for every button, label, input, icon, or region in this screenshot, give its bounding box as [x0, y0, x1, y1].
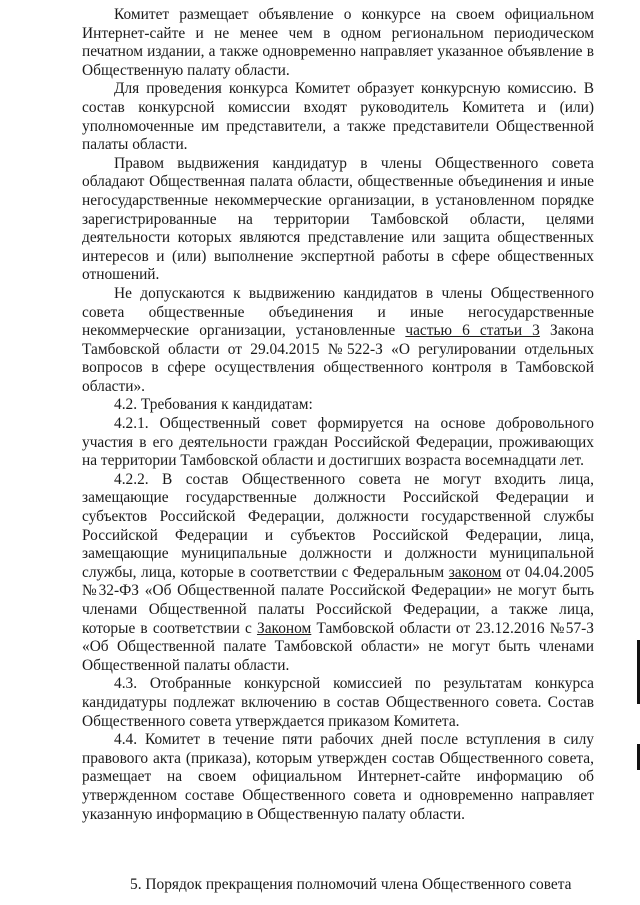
text-run: Правом выдвижения кандидатур в члены Общественного совета обладают Общественная палата области, общественные объединения и иные негосударственные некоммерческие организации, в установленном порядке зарегистрированные на территории Тамбовской области, целями деятельности которых являются представление или защита общественных интересов и (или) выполнение экспертной работы в сфере общественных отношений.	[82, 154, 594, 284]
text-run: 4.2. Требования к кандидатам:	[114, 396, 313, 414]
text-run: 4.2.2. В состав Общественного совета не могут входить лица, замещающие государственные должности Российской Федерации и субъектов Российской Федерации, должности государственной службы Российской Федерации и субъектов Российской Федерации, лица, замещающие муниципальные должности и должности муниципальной службы, лица, которые в соответствии с Федеральным	[82, 470, 594, 581]
regional-law-link[interactable]: Законом	[256, 619, 312, 637]
document-page	[82, 6, 594, 895]
paragraph-4-4	[82, 731, 594, 824]
paragraph-4-2-1	[82, 415, 594, 471]
text-run: 4.2.1. Общественный совет формируется на основе добровольного участия в его деятельности граждан Российской Федерации, проживающих на территории Тамбовской области и достигших возраста восемнадцати лет.	[82, 415, 594, 470]
paragraph-nomination-exclusion	[82, 285, 594, 397]
text-run: 4.3. Отобранные конкурсной комиссией по результатам конкурса кандидатуры подлежат включению в состав Общественного совета. Состав Общественного совета утверждается приказом Комитета.	[82, 675, 594, 730]
paragraph-4-3	[82, 675, 594, 731]
text-run: Закона Тамбовской области от 29.04.2015 №522-З «О регулировании отдельных вопросов в сфере осуществления общественного контроля в Тамбовской области».	[82, 322, 594, 395]
law-reference-link[interactable]: частью 6 статьи 3	[405, 322, 540, 340]
paragraph-4-2	[82, 396, 594, 415]
federal-law-link[interactable]: законом	[448, 563, 502, 581]
text-run: Тамбовской области от 23.12.2016 №57-З «Об Общественной палате Тамбовской области» не могут быть членами Общественной палаты области.	[82, 619, 594, 674]
paragraph-announcement	[82, 6, 594, 80]
text-run: от 04.04.2005 №32-ФЗ «Об Общественной палате Российской Федерации» не могут быть членами Общественной палаты Российской Федерации, а также лица, которые в соответствии с	[82, 563, 594, 637]
text-run: Для проведения конкурса Комитет образует конкурсную комиссию. В состав конкурсной комиссии входят руководитель Комитета и (или) уполномоченные им представители, а также представители Общественной палаты области.	[82, 80, 594, 154]
text-run: Не допускаются к выдвижению кандидатов в члены Общественного совета общественные объединения и иные негосударственные некоммерческие организации, установленные	[82, 284, 594, 340]
text-run: 4.4. Комитет в течение пяти рабочих дней после вступления в силу правового акта (приказа), которым утвержден состав Общественного совета, размещает на своем официальном Интернет-сайте информацию об утвержденном составе Общественного совета и одновременно направляет указанную информацию в Общественную палату области.	[82, 731, 594, 823]
paragraph-4-2-2	[82, 471, 594, 676]
text-run: Комитет размещает объявление о конкурсе на своем официальном Интернет-сайте и не менее чем в одном региональном периодическом печатном издании, а также одновременно направляет указанное объявление в Общественную палату области.	[82, 6, 594, 79]
section-5-heading: 5. Порядок прекращения полномочий члена Общественного совета	[130, 876, 572, 894]
paragraph-nomination-right	[82, 155, 594, 285]
paragraph-commission	[82, 80, 594, 154]
